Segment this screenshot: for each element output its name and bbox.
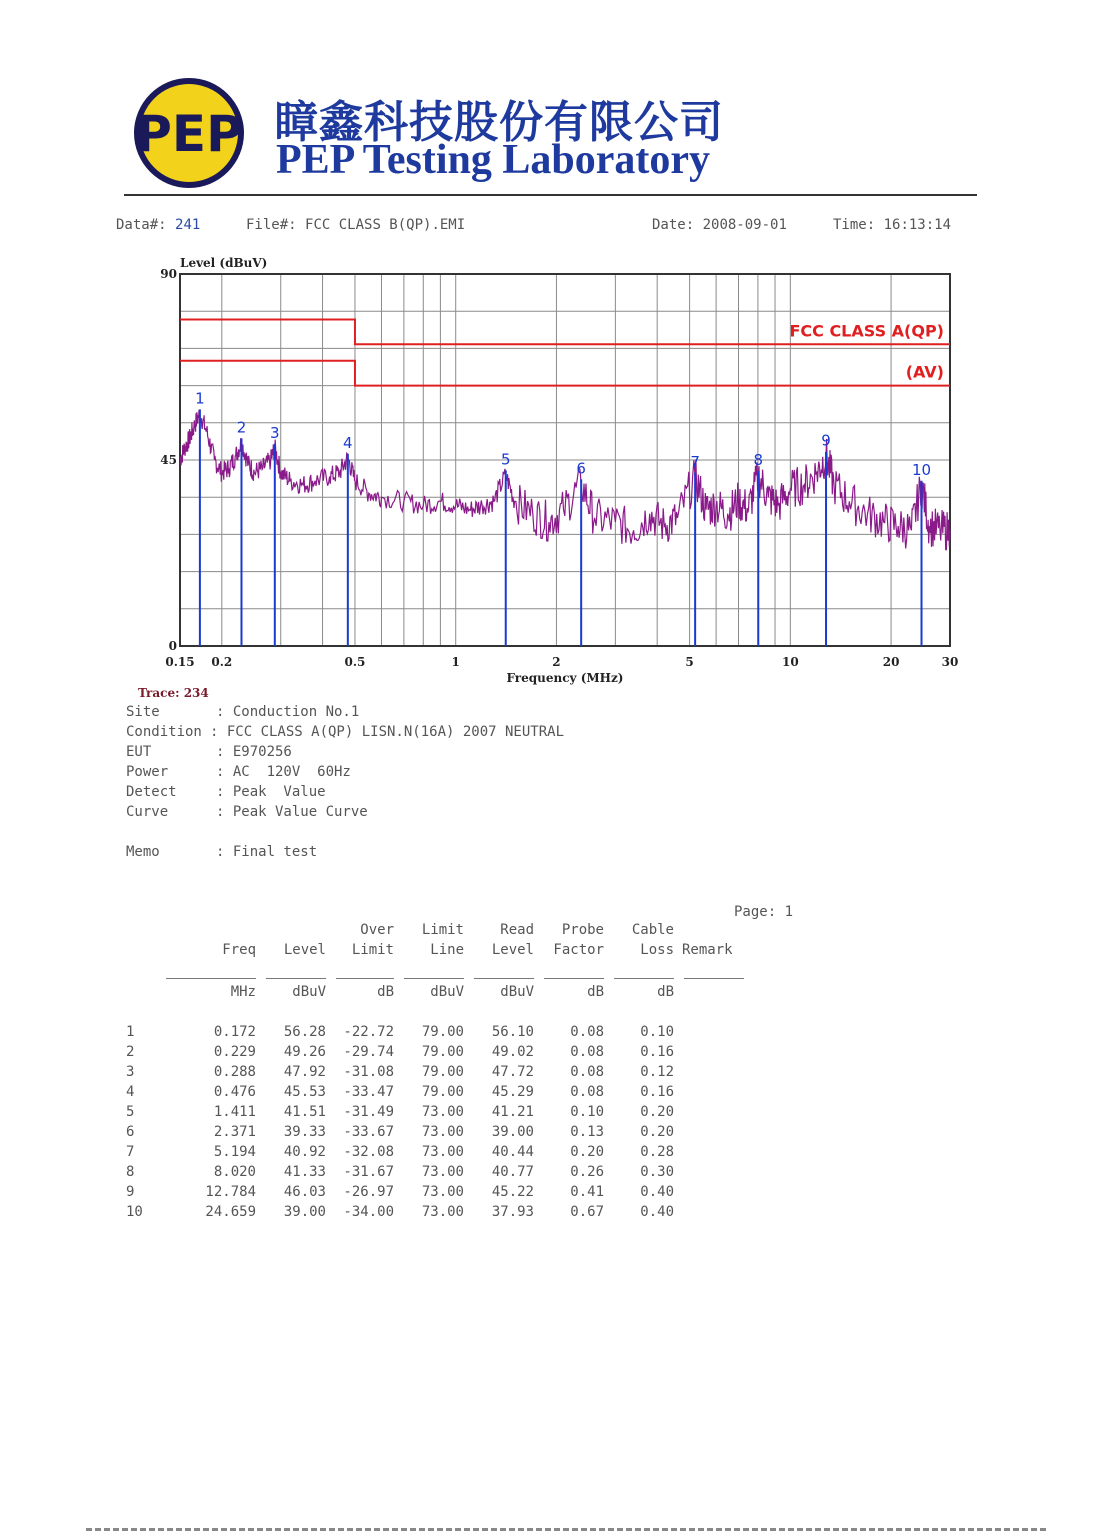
test-time bbox=[833, 217, 951, 233]
table-header: Line bbox=[430, 942, 464, 958]
logo-text: PEP bbox=[135, 105, 243, 163]
limit-line-label: (AV) bbox=[905, 362, 944, 382]
table-cell: 0.08 bbox=[570, 1084, 604, 1100]
table-unit: dBuV bbox=[500, 984, 534, 1000]
time-value: 16:13:14 bbox=[883, 217, 952, 233]
table-cell: 73.00 bbox=[421, 1104, 464, 1120]
table-cell: 0.20 bbox=[640, 1124, 674, 1140]
limit-line bbox=[180, 361, 950, 386]
info-key: Power bbox=[126, 764, 211, 780]
info-row bbox=[126, 784, 686, 800]
table-cell: 46.03 bbox=[283, 1184, 326, 1200]
table-header: Factor bbox=[553, 942, 604, 958]
table-cell: 0.10 bbox=[570, 1104, 604, 1120]
table-cell: 73.00 bbox=[421, 1184, 464, 1200]
table-row-index: 3 bbox=[126, 1064, 135, 1080]
limit-line-label: FCC CLASS A(QP) bbox=[789, 321, 944, 341]
table-row-index: 1 bbox=[126, 1024, 135, 1040]
marker-label-1: 1 bbox=[195, 389, 205, 408]
table-header: Cable bbox=[631, 922, 674, 938]
table-cell: 0.172 bbox=[213, 1024, 256, 1040]
table-row-index: 5 bbox=[126, 1104, 135, 1120]
table-cell: 8.020 bbox=[213, 1164, 256, 1180]
table-header-underline bbox=[336, 978, 394, 979]
table-row-index: 9 bbox=[126, 1184, 135, 1200]
x-tick-label: 30 bbox=[941, 655, 959, 669]
table-cell: -33.47 bbox=[343, 1084, 394, 1100]
table-header: Remark bbox=[682, 942, 733, 958]
info-key: EUT bbox=[126, 744, 211, 760]
table-cell: 0.20 bbox=[570, 1144, 604, 1160]
table-cell: 56.28 bbox=[283, 1024, 326, 1040]
table-cell: 41.21 bbox=[491, 1104, 534, 1120]
marker-label-4: 4 bbox=[343, 433, 353, 452]
table-cell: 79.00 bbox=[421, 1064, 464, 1080]
table-cell: -32.08 bbox=[343, 1144, 394, 1160]
x-tick-label: 1 bbox=[451, 655, 460, 669]
marker-label-6: 6 bbox=[576, 459, 586, 478]
file-label: File#: bbox=[246, 217, 297, 233]
table-header: Limit bbox=[421, 922, 464, 938]
y-axis-label: Level (dBuV) bbox=[180, 256, 268, 270]
table-cell: 0.288 bbox=[213, 1064, 256, 1080]
info-key: Detect bbox=[126, 784, 211, 800]
x-tick-label: 0.2 bbox=[211, 655, 233, 669]
memo-key: Memo bbox=[126, 844, 211, 860]
table-cell: 24.659 bbox=[205, 1204, 256, 1220]
table-header-underline bbox=[474, 978, 534, 979]
info-row bbox=[126, 764, 686, 780]
table-cell: 0.28 bbox=[640, 1144, 674, 1160]
table-cell: 79.00 bbox=[421, 1084, 464, 1100]
table-cell: -34.00 bbox=[343, 1204, 394, 1220]
footer-divider bbox=[86, 1528, 1046, 1531]
table-header: Level bbox=[491, 942, 534, 958]
table-header: Level bbox=[283, 942, 326, 958]
table-header-underline bbox=[404, 978, 464, 979]
table-cell: 45.22 bbox=[491, 1184, 534, 1200]
table-cell: -31.67 bbox=[343, 1164, 394, 1180]
table-row-index: 6 bbox=[126, 1124, 135, 1140]
table-cell: 0.40 bbox=[640, 1184, 674, 1200]
table-cell: 47.72 bbox=[491, 1064, 534, 1080]
info-value: : Peak Value Curve bbox=[216, 804, 368, 820]
table-cell: 1.411 bbox=[213, 1104, 256, 1120]
table-unit: dBuV bbox=[430, 984, 464, 1000]
table-cell: 40.92 bbox=[283, 1144, 326, 1160]
table-cell: 12.784 bbox=[205, 1184, 256, 1200]
info-row bbox=[126, 724, 686, 740]
table-cell: -29.74 bbox=[343, 1044, 394, 1060]
table-cell: -31.08 bbox=[343, 1064, 394, 1080]
table-cell: 0.12 bbox=[640, 1064, 674, 1080]
table-header: Read bbox=[500, 922, 534, 938]
x-tick-label: 2 bbox=[552, 655, 561, 669]
table-cell: -33.67 bbox=[343, 1124, 394, 1140]
table-header-underline bbox=[544, 978, 604, 979]
table-header: Over bbox=[360, 922, 394, 938]
y-tick-label: 45 bbox=[160, 453, 177, 467]
table-cell: 0.10 bbox=[640, 1024, 674, 1040]
table-cell: -31.49 bbox=[343, 1104, 394, 1120]
table-unit: dB bbox=[587, 984, 604, 1000]
table-row-index: 7 bbox=[126, 1144, 135, 1160]
table-cell: 0.476 bbox=[213, 1084, 256, 1100]
table-cell: 41.51 bbox=[283, 1104, 326, 1120]
table-cell: 73.00 bbox=[421, 1164, 464, 1180]
table-cell: 39.00 bbox=[283, 1204, 326, 1220]
info-row bbox=[126, 804, 686, 820]
info-row bbox=[126, 744, 686, 760]
table-cell: 56.10 bbox=[491, 1024, 534, 1040]
marker-label-5: 5 bbox=[500, 450, 511, 469]
company-name-chinese: 瞕鑫科技股份有限公司 bbox=[274, 97, 724, 148]
data-number bbox=[116, 217, 200, 233]
table-cell: 73.00 bbox=[421, 1124, 464, 1140]
trace-label: Trace: 234 bbox=[138, 686, 209, 700]
table-row-index: 8 bbox=[126, 1164, 135, 1180]
marker-label-8: 8 bbox=[753, 451, 764, 470]
trace-line bbox=[180, 410, 950, 550]
table-cell: 2.371 bbox=[213, 1124, 256, 1140]
test-date bbox=[652, 217, 787, 233]
table-cell: 0.16 bbox=[640, 1044, 674, 1060]
table-unit: dB bbox=[657, 984, 674, 1000]
table-cell: 73.00 bbox=[421, 1204, 464, 1220]
table-unit: dBuV bbox=[292, 984, 326, 1000]
table-cell: 40.77 bbox=[491, 1164, 534, 1180]
table-header-underline bbox=[684, 978, 744, 979]
table-cell: 45.53 bbox=[283, 1084, 326, 1100]
marker-label-3: 3 bbox=[270, 423, 280, 442]
table-cell: 73.00 bbox=[421, 1144, 464, 1160]
table-cell: 0.08 bbox=[570, 1064, 604, 1080]
info-value: : FCC CLASS A(QP) LISN.N(16A) 2007 NEUTRAL bbox=[210, 724, 565, 740]
x-tick-label: 0.15 bbox=[165, 655, 195, 669]
info-row bbox=[126, 704, 686, 720]
table-header: Loss bbox=[640, 942, 674, 958]
marker-label-10: 10 bbox=[911, 460, 932, 479]
info-key: Curve bbox=[126, 804, 211, 820]
file-value: FCC CLASS B(QP).EMI bbox=[305, 217, 466, 233]
table-cell: 0.16 bbox=[640, 1084, 674, 1100]
table-cell: 5.194 bbox=[213, 1144, 256, 1160]
table-cell: 0.229 bbox=[213, 1044, 256, 1060]
x-tick-label: 5 bbox=[685, 655, 694, 669]
table-cell: 39.00 bbox=[491, 1124, 534, 1140]
marker-label-7: 7 bbox=[690, 452, 700, 471]
page-number: Page: 1 bbox=[734, 904, 794, 920]
emission-chart bbox=[150, 250, 980, 690]
table-cell: 47.92 bbox=[283, 1064, 326, 1080]
table-header-underline bbox=[266, 978, 326, 979]
info-value: : Peak Value bbox=[216, 784, 326, 800]
table-cell: 0.30 bbox=[640, 1164, 674, 1180]
x-axis-label: Frequency (MHz) bbox=[506, 671, 624, 685]
table-row-index: 10 bbox=[126, 1204, 143, 1220]
table-header: Limit bbox=[351, 942, 394, 958]
info-key: Site bbox=[126, 704, 211, 720]
marker-label-9: 9 bbox=[821, 431, 831, 450]
table-cell: 39.33 bbox=[283, 1124, 326, 1140]
table-cell: -26.97 bbox=[343, 1184, 394, 1200]
table-cell: 79.00 bbox=[421, 1024, 464, 1040]
company-name-english: PEP Testing Laboratory bbox=[276, 137, 711, 183]
time-label: Time: bbox=[833, 217, 876, 233]
table-header-underline bbox=[166, 978, 256, 979]
y-tick-label: 90 bbox=[160, 267, 177, 281]
info-value: : AC 120V 60Hz bbox=[216, 764, 351, 780]
table-row-index: 4 bbox=[126, 1084, 135, 1100]
x-tick-label: 10 bbox=[781, 655, 799, 669]
table-cell: -22.72 bbox=[343, 1024, 394, 1040]
table-cell: 79.00 bbox=[421, 1044, 464, 1060]
header-divider bbox=[124, 194, 977, 196]
info-key: Condition bbox=[126, 724, 202, 740]
y-tick-label: 0 bbox=[168, 639, 177, 653]
table-cell: 37.93 bbox=[491, 1204, 534, 1220]
table-cell: 0.08 bbox=[570, 1044, 604, 1060]
table-header: Freq bbox=[222, 942, 256, 958]
table-cell: 0.08 bbox=[570, 1024, 604, 1040]
table-cell: 45.29 bbox=[491, 1084, 534, 1100]
memo-line bbox=[126, 844, 318, 860]
file-number bbox=[246, 217, 465, 233]
table-header: Probe bbox=[561, 922, 604, 938]
table-cell: 41.33 bbox=[283, 1164, 326, 1180]
table-cell: 0.67 bbox=[570, 1204, 604, 1220]
info-value: : Conduction No.1 bbox=[216, 704, 360, 720]
table-cell: 49.26 bbox=[283, 1044, 326, 1060]
date-label: Date: bbox=[652, 217, 695, 233]
marker-label-2: 2 bbox=[236, 418, 247, 437]
table-cell: 40.44 bbox=[491, 1144, 534, 1160]
table-unit: MHz bbox=[230, 984, 256, 1000]
data-label: Data#: bbox=[116, 217, 167, 233]
date-value: 2008-09-01 bbox=[702, 217, 787, 233]
table-header-underline bbox=[614, 978, 674, 979]
measurement-table bbox=[120, 922, 760, 1232]
table-cell: 0.20 bbox=[640, 1104, 674, 1120]
table-cell: 0.13 bbox=[570, 1124, 604, 1140]
data-value: 241 bbox=[175, 217, 201, 233]
table-unit: dB bbox=[377, 984, 394, 1000]
x-tick-label: 0.5 bbox=[344, 655, 366, 669]
table-cell: 0.41 bbox=[570, 1184, 604, 1200]
info-value: : E970256 bbox=[216, 744, 292, 760]
x-tick-label: 20 bbox=[882, 655, 900, 669]
table-cell: 0.40 bbox=[640, 1204, 674, 1220]
memo-value: : Final test bbox=[216, 844, 318, 860]
table-row-index: 2 bbox=[126, 1044, 135, 1060]
pep-logo bbox=[132, 76, 246, 190]
table-cell: 0.26 bbox=[570, 1164, 604, 1180]
table-cell: 49.02 bbox=[491, 1044, 534, 1060]
